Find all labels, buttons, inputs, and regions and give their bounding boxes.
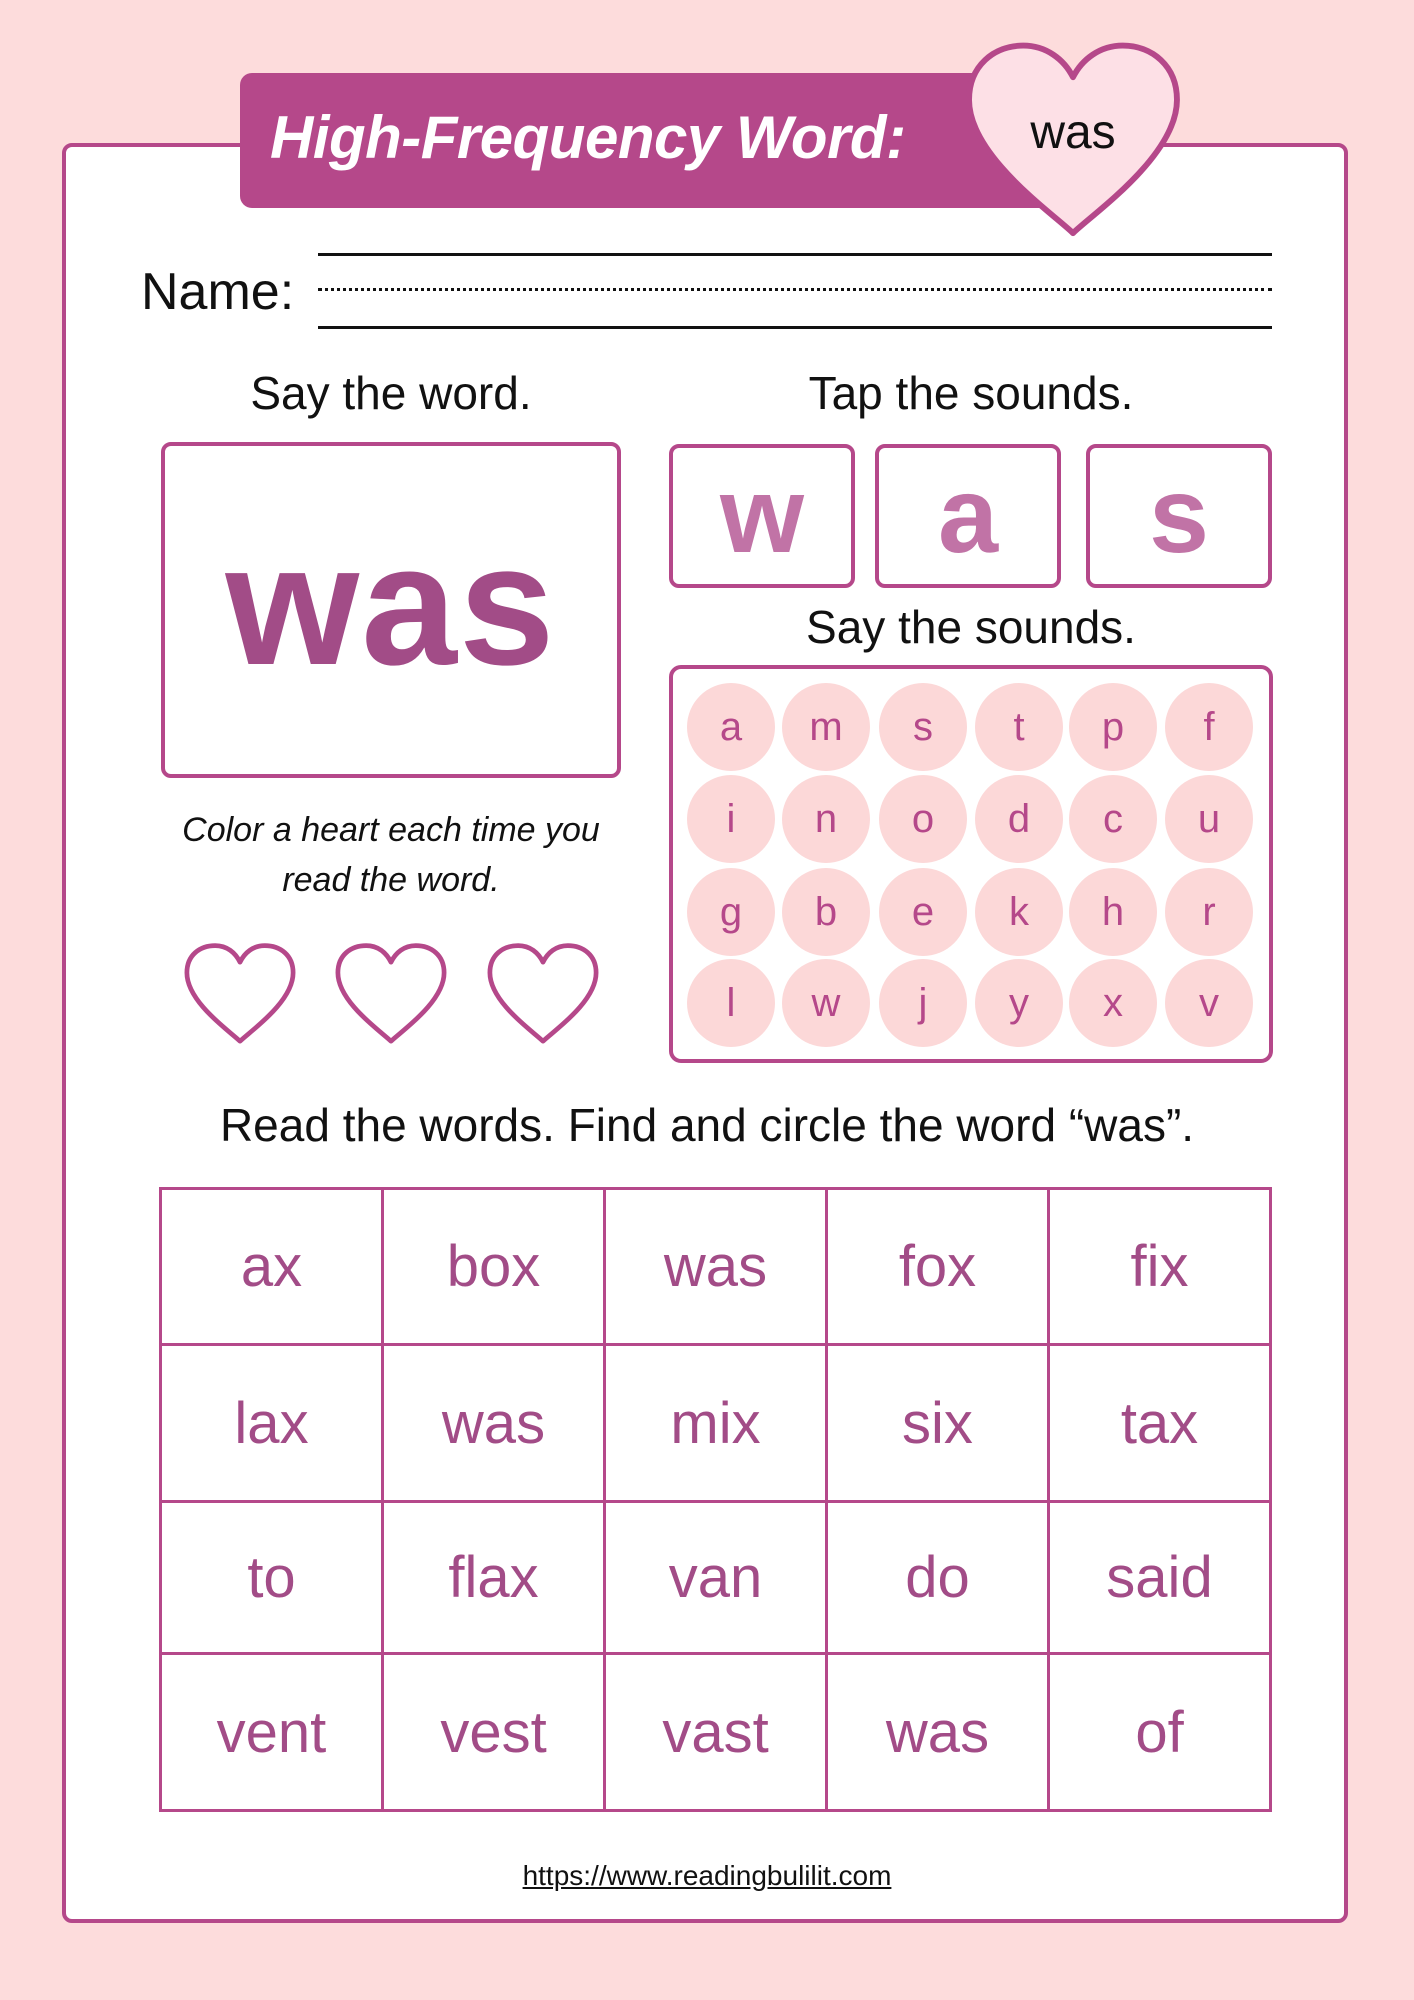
letter-bubble[interactable]: e: [879, 868, 967, 956]
letter-bubble[interactable]: c: [1069, 775, 1157, 863]
say-word-text: was: [225, 509, 557, 701]
letter-bubble[interactable]: p: [1069, 683, 1157, 771]
footer-url-link[interactable]: https://www.readingbulilit.com: [522, 1860, 892, 1891]
heart-outline-icon[interactable]: [181, 940, 299, 1048]
find-circle-heading: Read the words. Find and circle the word “was”.: [219, 1099, 1195, 1151]
letter-bubble[interactable]: l: [687, 959, 775, 1047]
word-cell[interactable]: tax: [1049, 1345, 1271, 1502]
letter-bubble[interactable]: h: [1069, 868, 1157, 956]
name-line-dotted[interactable]: [318, 288, 1272, 291]
word-cell[interactable]: said: [1049, 1502, 1271, 1654]
letter-bubble[interactable]: y: [975, 959, 1063, 1047]
letter-bubble[interactable]: v: [1165, 959, 1253, 1047]
sound-letter: a: [937, 453, 999, 575]
word-cell[interactable]: vest: [383, 1654, 605, 1811]
say-word-heading: Say the word.: [250, 367, 532, 419]
name-line-bottom: [318, 326, 1272, 329]
page-title: High-Frequency Word:: [270, 104, 906, 171]
color-hearts-instructions: [158, 805, 624, 905]
word-cell[interactable]: of: [1049, 1654, 1271, 1811]
letter-bubble[interactable]: j: [879, 959, 967, 1047]
word-cell[interactable]: van: [605, 1502, 827, 1654]
letter-bubble[interactable]: g: [687, 868, 775, 956]
sound-box-1[interactable]: [669, 444, 855, 588]
word-cell[interactable]: was: [383, 1345, 605, 1502]
table-row: [161, 1654, 1271, 1811]
word-cell[interactable]: lax: [161, 1345, 383, 1502]
say-word-box: [161, 442, 621, 778]
heart-outline-icon[interactable]: [332, 940, 450, 1048]
instructions-line-1: Color a heart each time you: [182, 811, 600, 849]
sound-box-2[interactable]: [875, 444, 1061, 588]
heart-outline-icon[interactable]: [484, 940, 602, 1048]
letter-bubble[interactable]: r: [1165, 868, 1253, 956]
sound-box-3[interactable]: [1086, 444, 1272, 588]
word-cell[interactable]: fox: [827, 1189, 1049, 1345]
word-cell[interactable]: box: [383, 1189, 605, 1345]
word-cell[interactable]: vast: [605, 1654, 827, 1811]
word-cell[interactable]: ax: [161, 1189, 383, 1345]
word-cell[interactable]: do: [827, 1502, 1049, 1654]
letter-bubble[interactable]: k: [975, 868, 1063, 956]
heart-word: was: [1030, 106, 1116, 159]
word-cell[interactable]: mix: [605, 1345, 827, 1502]
table-row: [161, 1345, 1271, 1502]
word-cell[interactable]: fix: [1049, 1189, 1271, 1345]
letter-bubble[interactable]: d: [975, 775, 1063, 863]
word-cell[interactable]: flax: [383, 1502, 605, 1654]
word-cell[interactable]: was: [605, 1189, 827, 1345]
table-row: [161, 1502, 1271, 1654]
letter-bubble[interactable]: a: [687, 683, 775, 771]
word-cell[interactable]: to: [161, 1502, 383, 1654]
letter-bubble[interactable]: b: [782, 868, 870, 956]
name-label: Name:: [141, 263, 295, 321]
table-row: [161, 1189, 1271, 1345]
word-cell[interactable]: was: [827, 1654, 1049, 1811]
letter-bubble[interactable]: x: [1069, 959, 1157, 1047]
instructions-line-2: read the word.: [282, 861, 500, 899]
say-sounds-heading: Say the sounds.: [806, 601, 1136, 653]
name-line-top: [318, 253, 1272, 256]
word-cell[interactable]: six: [827, 1345, 1049, 1502]
letter-bubble[interactable]: m: [782, 683, 870, 771]
letter-bubble[interactable]: t: [975, 683, 1063, 771]
letter-bubble[interactable]: s: [879, 683, 967, 771]
sound-letter: w: [719, 453, 804, 575]
word-cell[interactable]: vent: [161, 1654, 383, 1811]
tap-sounds-heading: Tap the sounds.: [808, 367, 1134, 419]
letter-bubble[interactable]: f: [1165, 683, 1253, 771]
letter-bubble[interactable]: n: [782, 775, 870, 863]
letter-bubble[interactable]: o: [879, 775, 967, 863]
letter-bubble[interactable]: w: [782, 959, 870, 1047]
letter-bubble[interactable]: u: [1165, 775, 1253, 863]
word-search-table: [159, 1187, 1272, 1812]
sound-letter: s: [1148, 453, 1210, 575]
letter-bubble[interactable]: i: [687, 775, 775, 863]
letter-sounds-grid: [669, 665, 1273, 1063]
